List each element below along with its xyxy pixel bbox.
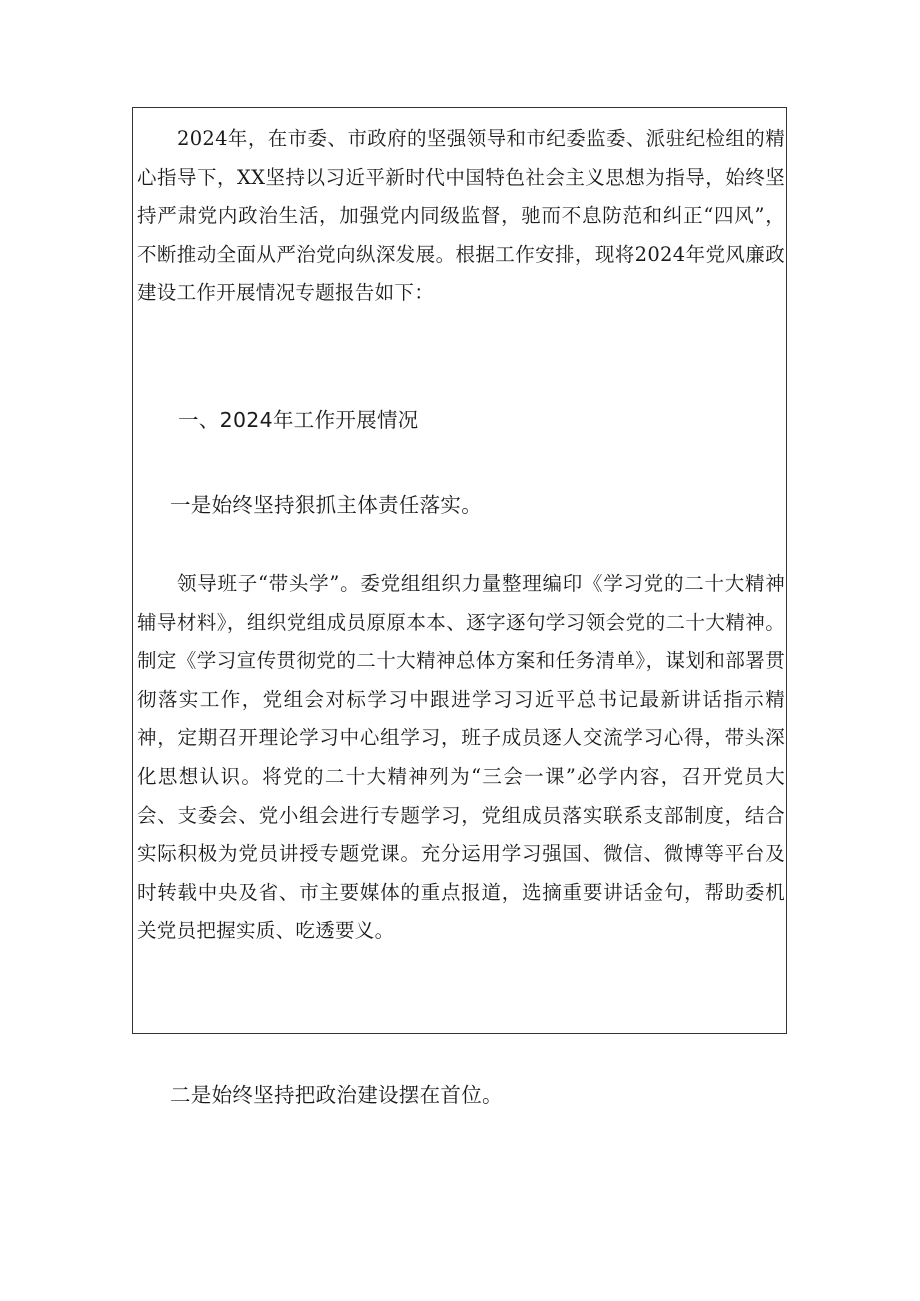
section-heading: 一、2024年工作开展情况 [178, 408, 419, 432]
intro-paragraph: 2024年，在市委、市政府的坚强领导和市纪委监委、派驻纪检组的精心指导下，XX坚持以习近平新时代中国特色社会主义思想为指导，始终坚持严肃党内政治生活，加强党内同级监督，驰而不息防范和纠正“四风”，不断推动全面从严治党向纵深发展。根据工作安排，现将2024年党风廉政建设工作开展情况专题报告如下： [137, 127, 785, 305]
subsection-heading-2: 二是始终坚持把政治建设摆在首位。 [170, 1083, 503, 1107]
subsection-heading-1: 一是始终坚持狠抓主体责任落实。 [170, 493, 482, 517]
subsection-body-1: 领导班子“带头学”。委党组组织力量整理编印《学习党的二十大精神辅导材料》，组织党组成员原原本本、逐字逐句学习领会党的二十大精神。制定《学习宣传贯彻党的二十大精神总体方案和任务清单》，谋划和部署贯彻落实工作，党组会对标学习中跟进学习习近平总书记最新讲话指示精神，定期召开理论学习中心组学习，班子成员逐人交流学习心得，带头深化思想认识。将党的二十大精神列为“三会一课”必学内容，召开党员大会、支委会、党小组会进行专题学习，党组成员落实联系支部制度，结合实际积极为党员讲授专题党课。充分运用学习强国、微信、微博等平台及时转载中央及省、市主要媒体的重点报道，选摘重要讲话金句，帮助委机关党员把握实质、吃透要义。 [137, 572, 785, 943]
